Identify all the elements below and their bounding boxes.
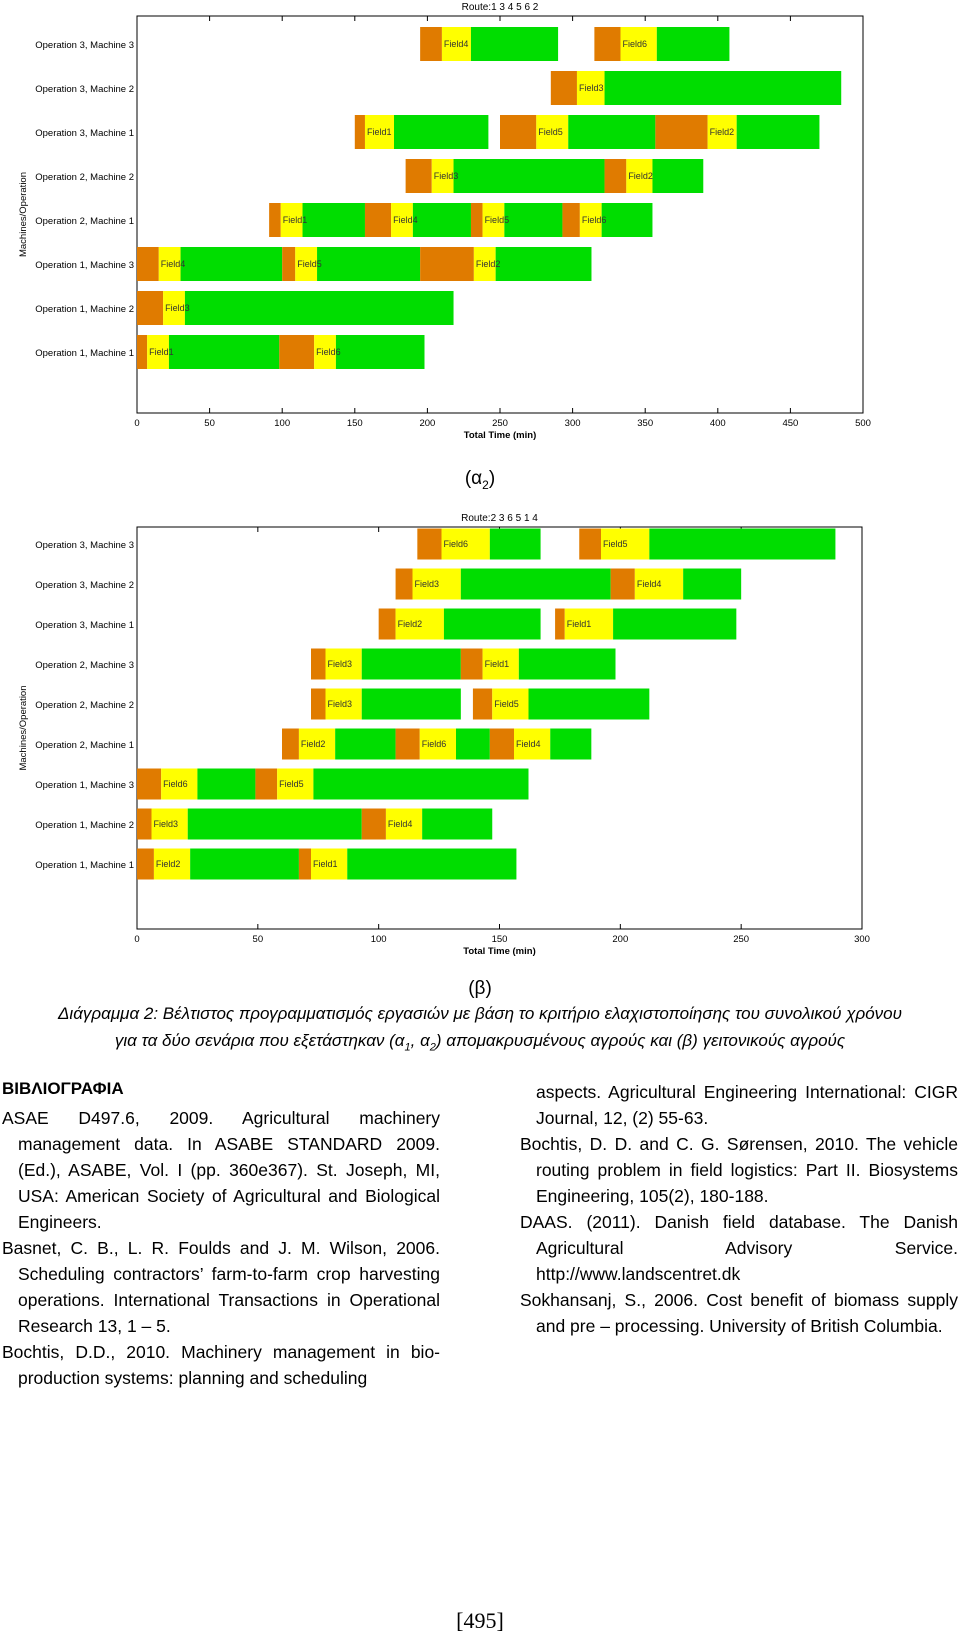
x-tick-label: 250 bbox=[492, 418, 508, 429]
x-tick-label: 200 bbox=[612, 934, 629, 945]
work-segment bbox=[550, 729, 591, 760]
travel-segment bbox=[137, 769, 161, 800]
caption-part-b: , α bbox=[410, 1031, 430, 1050]
field-label: Field4 bbox=[636, 579, 662, 589]
figure-caption bbox=[0, 1000, 960, 1061]
chart-b-caption bbox=[0, 978, 960, 1000]
work-segment bbox=[568, 115, 655, 149]
gantt-chart-a2 bbox=[0, 0, 960, 441]
row-label: Operation 3, Machine 1 bbox=[35, 620, 134, 631]
travel-segment bbox=[255, 769, 277, 800]
travel-segment bbox=[579, 529, 601, 560]
work-segment bbox=[362, 649, 461, 680]
row-label: Operation 3, Machine 1 bbox=[35, 128, 134, 139]
field-label: Field4 bbox=[160, 259, 186, 269]
x-axis-label: Total Time (min) bbox=[463, 946, 536, 957]
work-segment bbox=[471, 27, 558, 61]
row-label: Operation 3, Machine 3 bbox=[35, 540, 134, 551]
figure-caption-line1: Διάγραμμα 2: Βέλτιστος προγραμματισμός εργασιών με βάση το κριτήριο ελαχιστοποίησης του συνολικού χρόνου bbox=[58, 1004, 902, 1023]
work-segment bbox=[496, 247, 592, 281]
x-tick-label: 500 bbox=[855, 418, 871, 429]
work-segment bbox=[413, 203, 471, 237]
field-label: Field4 bbox=[516, 739, 541, 749]
travel-segment bbox=[551, 71, 577, 105]
work-segment bbox=[737, 115, 820, 149]
travel-segment bbox=[396, 729, 420, 760]
work-segment bbox=[461, 569, 611, 600]
work-segment bbox=[313, 769, 528, 800]
chart-a2-caption bbox=[0, 468, 960, 492]
work-segment bbox=[504, 203, 562, 237]
field-label: Field1 bbox=[282, 215, 308, 225]
row-label: Operation 3, Machine 2 bbox=[35, 84, 134, 95]
reference-item: Bochtis, D. D. and C. G. Sørensen, 2010. The vehicle routing problem in field logistics: Part II. Biosystems Engineering, 105(2), 180-188. bbox=[520, 1134, 958, 1206]
field-label: Field6 bbox=[622, 39, 648, 49]
reference-item: Basnet, C. B., L. R. Foulds and J. M. Wilson, 2006. Scheduling contractors’ farm-to-farm crop harvesting operations. International Transactions in Operational Research 13, 1 – 5. bbox=[2, 1238, 440, 1336]
travel-segment bbox=[555, 609, 565, 640]
work-segment bbox=[394, 115, 488, 149]
y-axis-label: Machines/Operation bbox=[18, 685, 29, 771]
row-label: Operation 1, Machine 2 bbox=[35, 820, 134, 831]
chart-a2-caption-sub: 2 bbox=[482, 477, 489, 492]
field-label: Field5 bbox=[297, 259, 322, 269]
reference-item: Sokhansanj, S., 2006. Cost benefit of biomass supply and pre – processing. University of British Columbia. bbox=[520, 1290, 958, 1336]
caption-part-a: για τα δύο σενάρια που εξετάστηκαν (α bbox=[114, 1031, 405, 1050]
work-segment bbox=[335, 729, 395, 760]
page-number: [495] bbox=[456, 1608, 504, 1633]
work-segment bbox=[422, 809, 492, 840]
travel-segment bbox=[594, 27, 620, 61]
travel-segment bbox=[461, 649, 483, 680]
travel-segment bbox=[365, 203, 391, 237]
row-label: Operation 1, Machine 2 bbox=[35, 304, 134, 315]
field-label: Field2 bbox=[475, 259, 501, 269]
field-label: Field1 bbox=[366, 127, 392, 137]
row-label: Operation 2, Machine 3 bbox=[35, 660, 134, 671]
x-axis-label: Total Time (min) bbox=[463, 430, 537, 441]
work-segment bbox=[190, 849, 299, 880]
chart-b-caption-text: (β) bbox=[468, 978, 492, 999]
field-label: Field3 bbox=[578, 83, 604, 93]
travel-segment bbox=[655, 115, 707, 149]
x-tick-label: 150 bbox=[491, 934, 508, 945]
work-segment bbox=[336, 335, 425, 369]
travel-segment bbox=[605, 159, 627, 193]
field-label: Field2 bbox=[709, 127, 735, 137]
field-label: Field3 bbox=[433, 171, 459, 181]
reference-item: Bochtis, D.D., 2010. Machinery management in bio-production systems: planning and scheduling bbox=[2, 1342, 440, 1388]
figure-caption-line2 bbox=[0, 1027, 960, 1061]
work-segment bbox=[169, 335, 279, 369]
field-label: Field4 bbox=[393, 215, 418, 225]
field-label: Field2 bbox=[155, 859, 181, 869]
field-label: Field6 bbox=[316, 347, 341, 357]
travel-segment bbox=[471, 203, 483, 237]
field-label: Field5 bbox=[484, 215, 510, 225]
x-tick-label: 150 bbox=[346, 418, 363, 429]
travel-segment bbox=[311, 689, 326, 720]
x-tick-label: 100 bbox=[274, 418, 291, 429]
work-segment bbox=[444, 609, 541, 640]
travel-segment bbox=[137, 247, 159, 281]
travel-segment bbox=[311, 649, 326, 680]
travel-segment bbox=[355, 115, 365, 149]
row-label: Operation 2, Machine 1 bbox=[35, 740, 134, 751]
travel-segment bbox=[137, 849, 154, 880]
row-label: Operation 3, Machine 3 bbox=[35, 40, 134, 51]
work-segment bbox=[362, 689, 461, 720]
row-label: Operation 2, Machine 2 bbox=[35, 700, 134, 711]
travel-segment bbox=[420, 247, 474, 281]
field-label: Field6 bbox=[163, 779, 188, 789]
x-tick-label: 300 bbox=[854, 934, 870, 945]
chart-a2-caption-end: ) bbox=[488, 468, 496, 489]
references-left-column bbox=[2, 1105, 440, 1391]
travel-segment bbox=[562, 203, 579, 237]
field-label: Field1 bbox=[566, 619, 592, 629]
row-label: Operation 1, Machine 3 bbox=[35, 780, 134, 791]
travel-segment bbox=[137, 291, 163, 325]
work-segment bbox=[657, 27, 730, 61]
field-label: Field5 bbox=[494, 699, 519, 709]
x-tick-label: 200 bbox=[419, 418, 436, 429]
work-segment bbox=[613, 609, 736, 640]
x-tick-label: 50 bbox=[204, 418, 215, 429]
work-segment bbox=[605, 71, 842, 105]
x-tick-label: 50 bbox=[252, 934, 264, 945]
row-label: Operation 1, Machine 3 bbox=[35, 260, 134, 271]
field-label: Field4 bbox=[387, 819, 413, 829]
field-label: Field5 bbox=[603, 539, 628, 549]
y-axis-label: Machines/Operation bbox=[18, 171, 29, 258]
x-tick-label: 350 bbox=[637, 418, 654, 429]
travel-segment bbox=[269, 203, 281, 237]
references-heading: ΒΙΒΛΙΟΓΡΑΦΙΑ bbox=[2, 1079, 124, 1098]
row-label: Operation 1, Machine 1 bbox=[35, 860, 134, 871]
caption-part-c: ) απομακρυσμένους αγρούς και (β) γειτονικούς αγρούς bbox=[435, 1031, 846, 1050]
work-segment bbox=[529, 689, 650, 720]
work-segment bbox=[519, 649, 616, 680]
x-tick-label: 100 bbox=[370, 934, 387, 945]
row-label: Operation 3, Machine 2 bbox=[35, 580, 134, 591]
row-label: Operation 2, Machine 2 bbox=[35, 172, 134, 183]
travel-segment bbox=[500, 115, 536, 149]
x-tick-label: 300 bbox=[564, 418, 581, 429]
work-segment bbox=[188, 809, 362, 840]
x-tick-label: 450 bbox=[782, 418, 799, 429]
caption-sub-2: 2 bbox=[429, 1041, 436, 1054]
x-tick-label: 400 bbox=[709, 418, 726, 429]
travel-segment bbox=[282, 729, 299, 760]
chart-title: Route:1 3 4 5 6 2 bbox=[461, 2, 539, 13]
gantt-chart-b bbox=[0, 505, 960, 957]
field-label: Field2 bbox=[397, 619, 423, 629]
travel-segment bbox=[299, 849, 311, 880]
row-label: Operation 2, Machine 1 bbox=[35, 216, 134, 227]
travel-segment bbox=[362, 809, 386, 840]
field-label: Field3 bbox=[414, 579, 440, 589]
x-tick-label: 0 bbox=[134, 934, 140, 945]
work-segment bbox=[197, 769, 255, 800]
work-segment bbox=[456, 729, 490, 760]
work-segment bbox=[185, 291, 454, 325]
row-label: Operation 1, Machine 1 bbox=[35, 348, 134, 359]
field-label: Field1 bbox=[149, 347, 174, 357]
field-label: Field1 bbox=[484, 659, 510, 669]
work-segment bbox=[602, 203, 653, 237]
reference-item: ASAE D497.6, 2009. Agricultural machinery management data. In ASABE STANDARD 2009. (Ed.), ASABE, Vol. I (pp. 360e367). St. Joseph, MI, USA: American Society of Agricultural and Biological Engineers. bbox=[2, 1108, 440, 1232]
gantt-chart-b-svg bbox=[0, 505, 960, 957]
travel-segment bbox=[279, 335, 314, 369]
x-tick-label: 250 bbox=[733, 934, 750, 945]
work-segment bbox=[347, 849, 516, 880]
travel-segment bbox=[473, 689, 492, 720]
field-label: Field2 bbox=[628, 171, 653, 181]
travel-segment bbox=[490, 729, 514, 760]
travel-segment bbox=[379, 609, 396, 640]
travel-segment bbox=[137, 809, 152, 840]
field-label: Field2 bbox=[300, 739, 326, 749]
work-segment bbox=[490, 529, 541, 560]
work-segment bbox=[317, 247, 420, 281]
field-label: Field5 bbox=[279, 779, 304, 789]
chart-a2-caption-text: (α bbox=[464, 468, 483, 489]
work-segment bbox=[652, 159, 703, 193]
field-label: Field6 bbox=[581, 215, 607, 225]
travel-segment bbox=[417, 529, 441, 560]
travel-segment bbox=[611, 569, 635, 600]
field-label: Field6 bbox=[421, 739, 447, 749]
field-label: Field3 bbox=[327, 659, 353, 669]
field-label: Field3 bbox=[327, 699, 353, 709]
travel-segment bbox=[137, 335, 147, 369]
gantt-chart-a2-svg bbox=[0, 0, 960, 441]
caption-sub-1: 1 bbox=[404, 1041, 411, 1054]
x-tick-label: 0 bbox=[134, 418, 140, 429]
field-label: Field5 bbox=[538, 127, 563, 137]
work-segment bbox=[303, 203, 365, 237]
work-segment bbox=[649, 529, 835, 560]
field-label: Field4 bbox=[443, 39, 469, 49]
work-segment bbox=[683, 569, 741, 600]
work-segment bbox=[454, 159, 605, 193]
field-label: Field6 bbox=[443, 539, 469, 549]
travel-segment bbox=[396, 569, 413, 600]
field-label: Field1 bbox=[313, 859, 338, 869]
travel-segment bbox=[406, 159, 432, 193]
field-label: Field3 bbox=[153, 819, 179, 829]
chart-title: Route:2 3 6 5 1 4 bbox=[461, 513, 538, 524]
travel-segment bbox=[282, 247, 295, 281]
work-segment bbox=[181, 247, 283, 281]
field-label: Field3 bbox=[165, 303, 190, 313]
reference-continuation: aspects. Agricultural Engineering International: CIGR Journal, 12, (2) 55-63. bbox=[536, 1082, 958, 1128]
travel-segment bbox=[420, 27, 442, 61]
reference-item: DAAS. (2011). Danish field database. The Danish Agricultural Advisory Service. http://www.landscentret.dk bbox=[520, 1212, 958, 1284]
references-right-column bbox=[520, 1079, 958, 1339]
